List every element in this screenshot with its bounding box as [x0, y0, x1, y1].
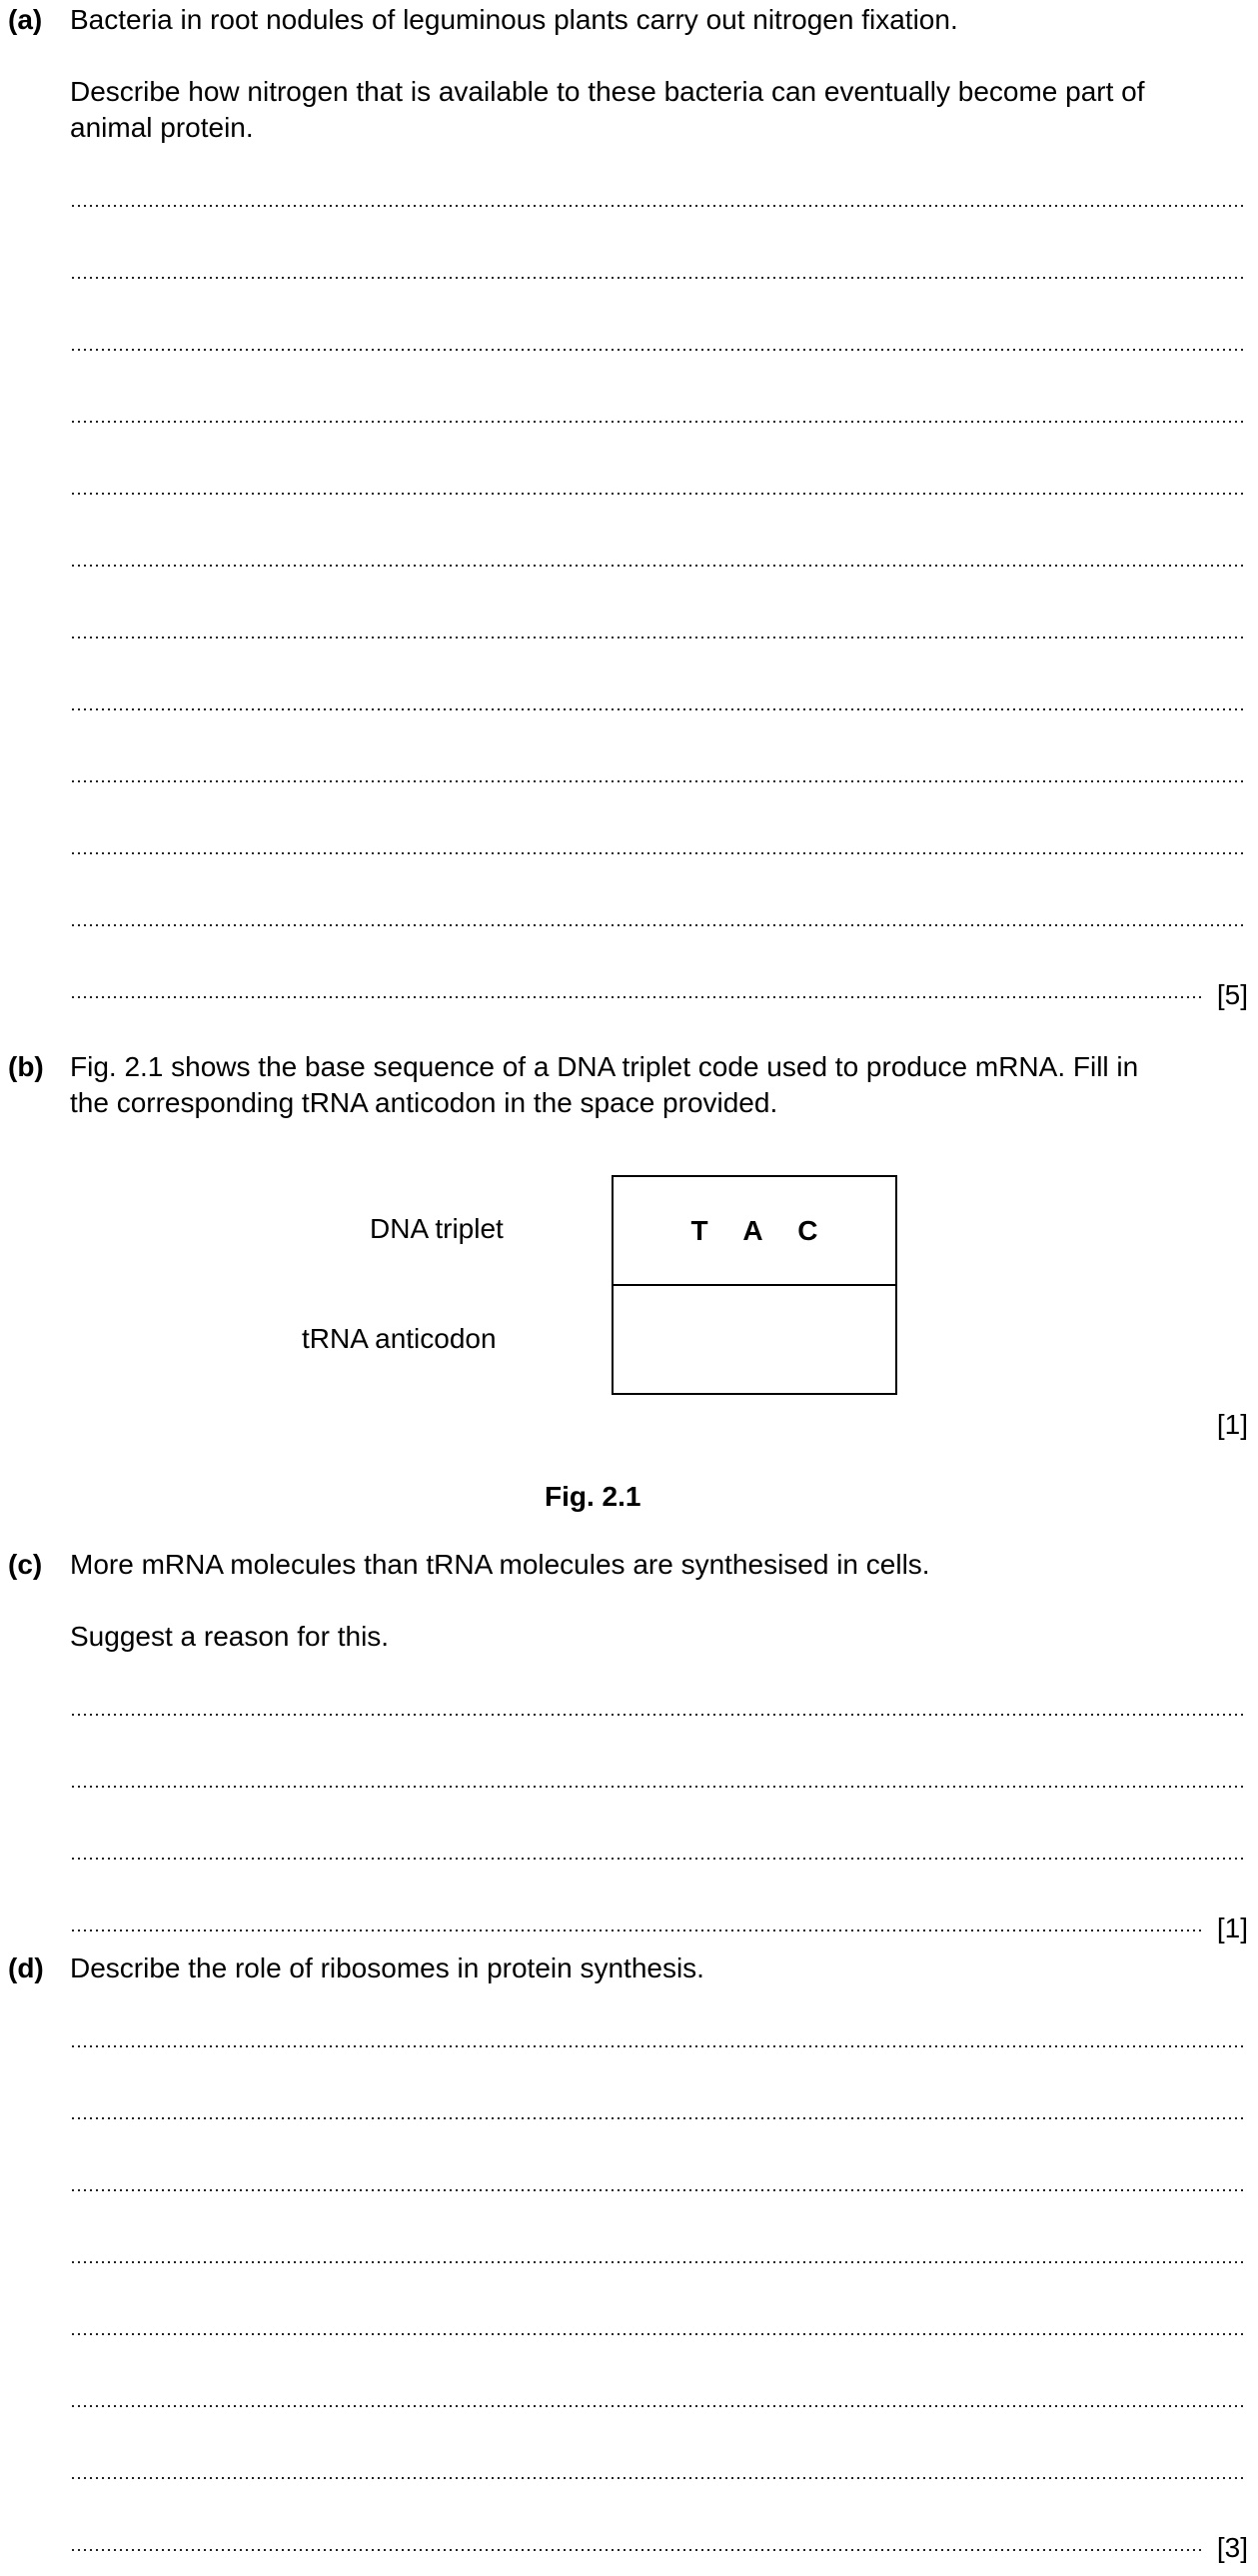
- answer-line[interactable]: [70, 2332, 1247, 2336]
- answer-line[interactable]: [70, 636, 1247, 640]
- answer-line[interactable]: [70, 420, 1247, 424]
- part-a-label: (a): [8, 4, 43, 35]
- trna-anticodon-cell[interactable]: [614, 1286, 895, 1395]
- part-b-marks: [1]: [1216, 1409, 1248, 1440]
- answer-line[interactable]: [70, 492, 1247, 496]
- figure-caption: Fig. 2.1: [545, 1481, 641, 1512]
- answer-line[interactable]: [70, 2116, 1247, 2120]
- answer-line[interactable]: [70, 707, 1247, 711]
- part-a-marks: [5]: [1216, 979, 1248, 1010]
- part-b-label: (b): [8, 1051, 44, 1082]
- part-a-question-line1: Describe how nitrogen that is available to these bacteria can eventually become part of: [70, 76, 1145, 107]
- answer-line[interactable]: [70, 564, 1247, 568]
- part-d-marks: [3]: [1216, 2532, 1248, 2563]
- part-c-question: Suggest a reason for this.: [70, 1621, 390, 1652]
- answer-line[interactable]: [70, 2548, 1205, 2552]
- answer-line[interactable]: [70, 1929, 1205, 1932]
- answer-line[interactable]: [70, 851, 1247, 855]
- answer-line[interactable]: [70, 276, 1247, 280]
- part-b-line2: the corresponding tRNA anticodon in the space provided.: [70, 1087, 778, 1118]
- part-c-marks: [1]: [1216, 1913, 1248, 1943]
- triplet-table: [612, 1175, 897, 1395]
- part-d-label: (d): [8, 1952, 44, 1983]
- answer-line[interactable]: [70, 1857, 1247, 1861]
- answer-line[interactable]: [70, 779, 1247, 783]
- answer-line[interactable]: [70, 923, 1247, 927]
- answer-line[interactable]: [70, 348, 1247, 352]
- part-a-intro: Bacteria in root nodules of leguminous plants carry out nitrogen fixation.: [70, 4, 958, 35]
- answer-line[interactable]: [70, 2260, 1247, 2264]
- part-c-label: (c): [8, 1549, 43, 1580]
- dna-triplet-cell: [614, 1177, 895, 1286]
- part-a-question-line2: animal protein.: [70, 112, 254, 143]
- answer-line[interactable]: [70, 995, 1205, 999]
- answer-line[interactable]: [70, 2188, 1247, 2192]
- dna-triplet-value: T A C: [690, 1214, 832, 1246]
- part-b-line1: Fig. 2.1 shows the base sequence of a DNA triplet code used to produce mRNA. Fill in: [70, 1051, 1139, 1082]
- part-c-statement: More mRNA molecules than tRNA molecules are synthesised in cells.: [70, 1549, 930, 1580]
- answer-line[interactable]: [70, 2044, 1247, 2048]
- part-d-question: Describe the role of ribosomes in protein synthesis.: [70, 1952, 704, 1983]
- answer-line[interactable]: [70, 2476, 1247, 2480]
- answer-line[interactable]: [70, 1785, 1247, 1789]
- dna-triplet-label: DNA triplet: [370, 1213, 504, 1244]
- trna-anticodon-label: tRNA anticodon: [302, 1323, 497, 1354]
- answer-line[interactable]: [70, 1713, 1247, 1717]
- answer-line[interactable]: [70, 204, 1247, 208]
- answer-line[interactable]: [70, 2404, 1247, 2408]
